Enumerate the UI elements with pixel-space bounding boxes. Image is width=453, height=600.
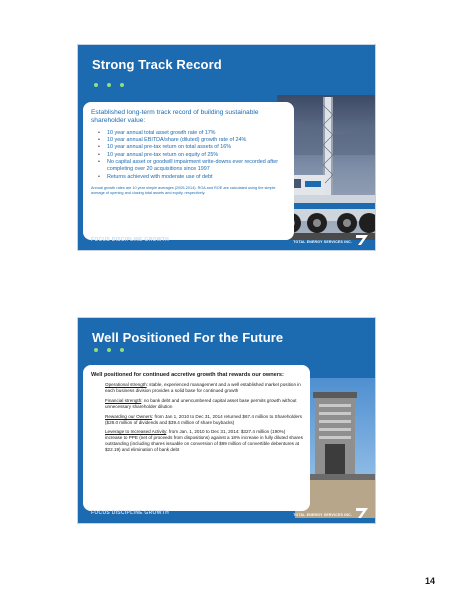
decor-dots [94,83,124,87]
item-text: : from Jan. 1, 2010 to Dec 31, 2014: $327.4 million (190%) increase to PPE (net of proceeds from dispositions) against a 18% increase in fully diluted shares outstanding (including shares issuable on conversion of $69 million of convertible debentures at $22.19) and elimination of bank debt [105,429,303,453]
dot [94,348,98,352]
total-logo-icon [355,507,369,519]
footer-brand [293,507,369,519]
bullet-list [91,130,287,181]
list-item [91,382,303,394]
footer-tagline: FOCUS DISCIPLINE GROWTH [91,237,170,243]
item-heading: Financial strength [105,397,142,403]
list-item [91,414,303,426]
item-heading: Leverage to Increased Activity [105,429,167,435]
dot [120,83,124,87]
dot [120,348,124,352]
lead-text: Well positioned for continued accretive growth that rewards our owners: [91,372,284,378]
item-heading: Operational strength [105,382,147,387]
dot [107,83,111,87]
item-text: : stable, experienced management and a well established market position in each business division provides a solid base for continued growth [105,382,301,393]
dot [107,348,111,352]
lead-text: Established long-term track record of building sustainable shareholder value: [91,109,259,125]
list-item [91,398,303,410]
list-item: • Returns achieved with moderate use of debt [91,174,287,181]
list-item: • No capital asset or goodwill impairment write-downs ever recorded after completing over 20 acquisitions since 1997 [91,159,287,174]
slide-title: Well Positioned For the Future [92,330,284,345]
page-number: 14 [424,576,435,586]
list-item: • 10 year annual pre-tax return on equity of 25% [91,152,287,159]
slide-well-positioned [77,317,376,524]
content-card [83,365,310,511]
slide-title: Strong Track Record [92,57,222,72]
total-logo-icon [355,234,369,246]
slide-strong-track-record [77,44,376,251]
company-name: TOTAL ENERGY SERVICES INC. [293,240,352,244]
footnote: Annual growth rates are 10 year simple averages (2005-2014). ROA and ROE are calculated using the simple average of opening and closing total assets and equity, respectively. [91,185,276,195]
footer-tagline: FOCUS DISCIPLINE GROWTH [91,510,170,516]
footer-brand [293,234,369,246]
list-item [91,429,303,453]
list-item: • 10 year annual pre-tax return on total assets of 16% [91,144,287,151]
content-card [83,102,294,240]
company-name: TOTAL ENERGY SERVICES INC. [293,513,352,517]
item-heading: Rewarding our Owners [105,413,152,419]
list-item: • 10 year annual total asset growth rate of 17% [91,130,287,137]
item-text: : from Jan 1, 2010 to Dec 31, 2014 returned $67.4 million to Shareholders ($28.0 million of dividends and $39.4 million of share buybacks) [105,413,302,425]
dot [94,83,98,87]
decor-dots [94,348,124,352]
item-text: : no bank debt and unencumbered capital asset base permits growth without unnecessary shareholder dilution [105,397,297,409]
list-item: • 10 year annual EBITDA/share (diluted) growth rate of 24% [91,137,287,144]
